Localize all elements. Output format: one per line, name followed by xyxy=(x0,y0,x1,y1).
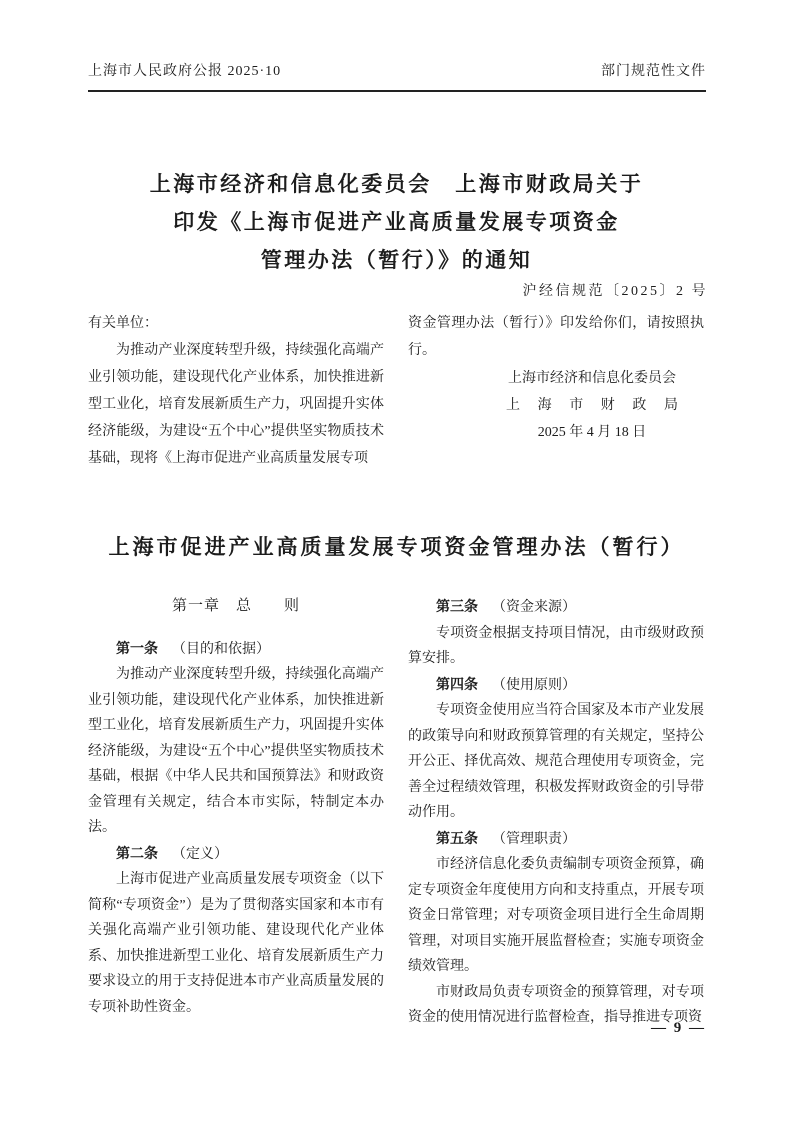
article-5-heading xyxy=(408,826,704,853)
signature-date: 2025 年 4 月 18 日 xyxy=(537,425,647,440)
notice-left-column xyxy=(88,310,384,472)
article-2-number: 第二条 xyxy=(116,844,158,861)
article-1-paragraph: 为推动产业深度转型升级，持续强化高端产业引领功能，建设现代化产业体系，加快推进新型工业化，培育发展新质生产力，巩固提升实体经济能级，为建设“五个中心”提供坚实物质技术基础，根据《中华人民共和国预算法》和财政资金管理有关规定，结合本市实际，特制定本办法。 xyxy=(88,667,384,835)
article-2-heading xyxy=(88,841,384,868)
article-1-number: 第一条 xyxy=(116,639,158,656)
article-2-paragraph: 上海市促进产业高质量发展专项资金（以下简称“专项资金”）是为了贯彻落实国家和本市有关强化高端产业引领功能、建设现代化产业体系、加快推进新型工业化、培育发展新质生产力要求设立的用于支持促进本市产业高质量发展的专项补助性资金。 xyxy=(88,872,384,1015)
page-header xyxy=(88,62,706,92)
notice-salutation: 有关单位： xyxy=(88,316,158,331)
article-3-paragraph: 专项资金根据支持项目情况，由市级财政预算安排。 xyxy=(408,625,704,666)
article-5-number: 第五条 xyxy=(436,829,478,846)
article-5-name: （管理职责） xyxy=(492,831,576,847)
article-5-paragraph-1: 市经济信息化委负责编制专项资金预算，确定专项资金年度使用方向和支持重点，开展专项资金日常管理；对专项资金项目进行全生命周期管理，对项目实施开展监督检查；实施专项资金绩效管理。 xyxy=(408,857,704,974)
article-1-heading xyxy=(88,636,384,663)
notice-title-line-1: 上海市经济和信息化委员会 上海市财政局关于 xyxy=(149,173,644,196)
header-gazette-title: 上海市人民政府公报 2025·10 xyxy=(88,64,282,79)
regulation-left-column xyxy=(88,594,384,1020)
regulation-right-column xyxy=(408,594,704,1031)
header-section-label: 部门规范性文件 xyxy=(601,64,706,79)
article-2-name: （定义） xyxy=(172,846,228,862)
notice-title-line-2: 印发《上海市促进产业高质量发展专项资金 xyxy=(173,211,620,234)
article-4-name: （使用原则） xyxy=(492,677,576,693)
signature-block xyxy=(506,365,678,446)
notice-title-line-3: 管理办法（暂行）》的通知 xyxy=(260,249,533,272)
document-number: 沪经信规范〔2025〕2 号 xyxy=(522,284,708,299)
signer-committee: 上海市经济和信息化委员会 xyxy=(508,371,676,386)
page-number: — 9 — xyxy=(651,1020,706,1036)
chapter-heading: 第一章 总 则 xyxy=(171,598,300,614)
article-4-paragraph: 专项资金使用应当符合国家及本市产业发展的政策导向和财政预算管理的有关规定，坚持公开公正、择优高效、规范合理使用专项资金，完善全过程绩效管理，积极发挥财政资金的引导带动作用。 xyxy=(408,703,704,820)
signer-finance-bureau: 上海市财政局 xyxy=(506,398,678,413)
notice-right-column xyxy=(408,310,704,446)
article-5-paragraph-2: 市财政局负责专项资金的预算管理，对专项资金的使用情况进行监督检查，指导推进专项资 xyxy=(408,984,704,1025)
notice-body-continuation: 资金管理办法（暂行）》印发给你们，请按照执行。 xyxy=(408,316,704,358)
article-3-number: 第三条 xyxy=(436,598,478,614)
notice-body-left: 为推动产业深度转型升级，持续强化高端产业引领功能，建设现代化产业体系，加快推进新型工业化，培育发展新质生产力，巩固提升实体经济能级，为建设“五个中心”提供坚实物质技术基础，现将《上海市促进产业高质量发展专项 xyxy=(88,343,384,466)
notice-title xyxy=(0,166,793,280)
article-4-heading xyxy=(408,672,704,699)
article-3-name: （资金来源） xyxy=(492,600,576,615)
article-3-heading xyxy=(408,594,704,621)
article-1-name: （目的和依据） xyxy=(172,641,270,657)
regulation-title: 上海市促进产业高质量发展专项资金管理办法（暂行） xyxy=(108,536,685,559)
article-4-number: 第四条 xyxy=(436,675,478,692)
